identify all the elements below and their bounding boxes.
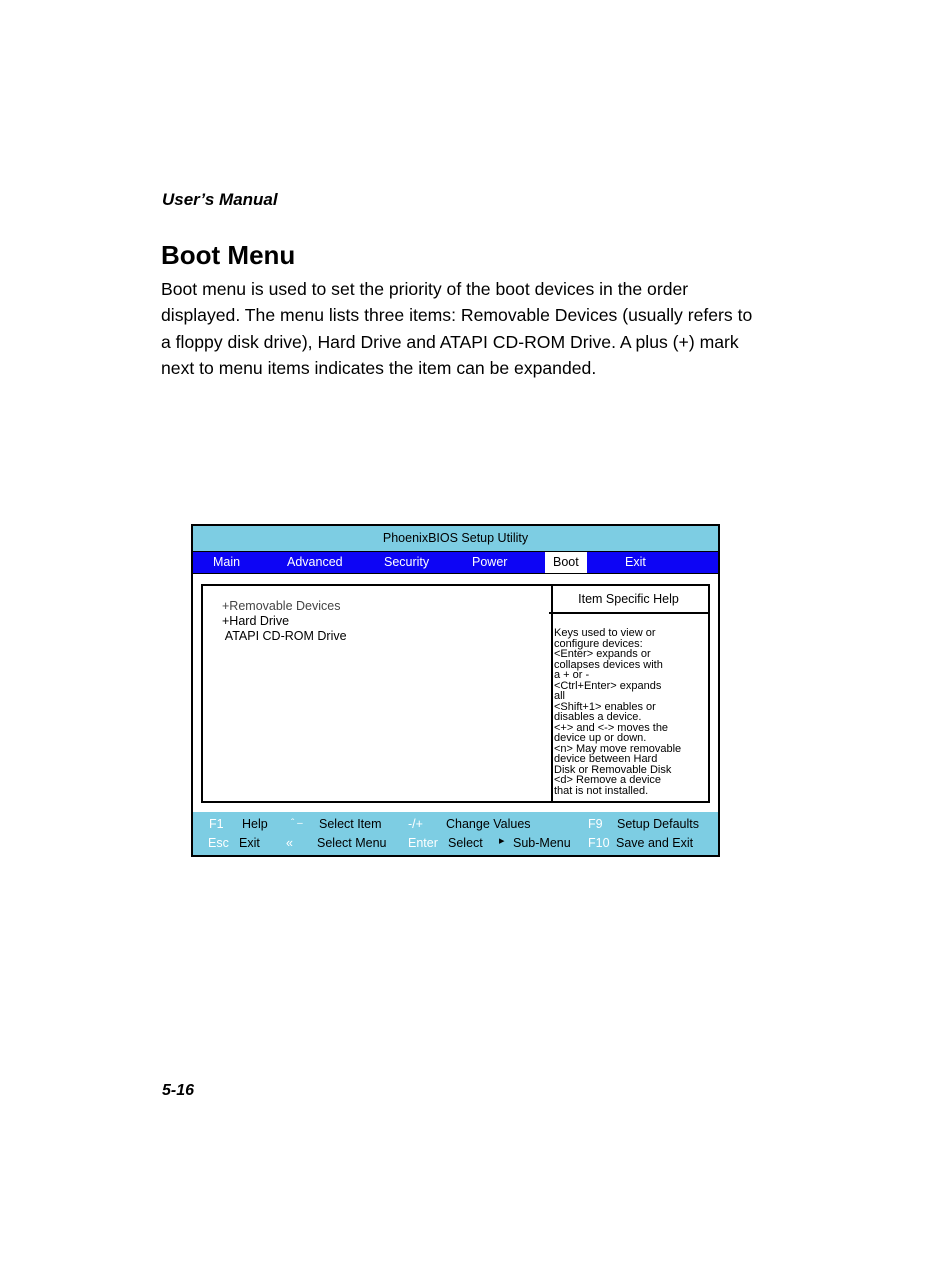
menu-security[interactable]: Security	[384, 555, 430, 569]
key-f1-label: Help	[242, 817, 268, 831]
help-line: <n> May move removable	[554, 742, 682, 755]
key-f1: F1	[209, 817, 224, 831]
help-line: <Enter> expands or	[554, 648, 651, 660]
key-legend-bar	[193, 812, 718, 855]
key-enter: Enter	[408, 836, 438, 850]
menu-advanced[interactable]: Advanced	[287, 555, 343, 569]
key-select-menu-label: Select Menu	[317, 836, 387, 850]
help-title: Item Specific Help	[549, 586, 708, 614]
manual-header: User’s Manual	[162, 190, 278, 209]
help-line: device up or down.	[554, 732, 647, 744]
arrow-up-down-icon: ˆ ‒	[291, 818, 303, 829]
key-f9-label: Setup Defaults	[617, 817, 699, 831]
bios-title-bar: PhoenixBIOS Setup Utility	[193, 526, 718, 551]
key-enter-label: Select	[448, 836, 483, 850]
help-line: <Shift+1> enables or	[554, 700, 656, 713]
boot-item-hard-drive[interactable]: +Hard Drive	[222, 614, 290, 628]
help-line: Keys used to view or	[554, 627, 656, 639]
boot-item-atapi-cdrom[interactable]: ATAPI CD-ROM Drive	[222, 629, 347, 643]
page-title: Boot Menu	[161, 240, 296, 270]
help-line: that is not installed.	[554, 784, 649, 797]
menu-main[interactable]: Main	[213, 555, 241, 569]
help-line: <+> and <-> moves the	[554, 721, 669, 734]
key-esc: Esc	[208, 836, 229, 850]
key-select-item-label: Select Item	[319, 817, 382, 831]
menu-power[interactable]: Power	[472, 555, 508, 569]
bios-menu-bar	[193, 551, 718, 574]
help-line: all	[554, 690, 566, 702]
key-f9: F9	[588, 817, 603, 831]
help-line: Disk or Removable Disk	[554, 763, 672, 776]
body-paragraph: Boot menu is used to set the priority of the boot devices in the order displayed. The menu lists three items: Removable Devices (usually refers to a floppy disk drive), Hard Drive and ATAPI CD-ROM Drive. A plus (+) mark next to menu items indicates the item can be expanded.	[161, 279, 753, 379]
key-f10: F10	[588, 836, 610, 850]
arrow-left-right-icon: «	[286, 836, 293, 850]
key-change-values-label: Change Values	[446, 817, 531, 831]
key-minus-plus: -/+	[408, 817, 423, 831]
help-line: collapses devices with	[554, 658, 663, 671]
key-submenu-label: Sub-Menu	[513, 836, 571, 850]
key-esc-label: Exit	[239, 836, 260, 850]
help-line: device between Hard	[554, 753, 658, 765]
boot-device-list	[201, 584, 553, 803]
help-line: configure devices:	[554, 637, 643, 650]
help-line: a + or -	[554, 669, 590, 681]
help-line: <Ctrl+Enter> expands	[554, 679, 662, 692]
submenu-arrow-icon: ▸	[499, 835, 505, 847]
key-f10-label: Save and Exit	[616, 836, 694, 850]
boot-item-removable-devices[interactable]: +Removable Devices	[222, 599, 341, 613]
help-text	[554, 628, 704, 796]
help-line: disables a device.	[554, 711, 642, 723]
bios-screen	[191, 524, 720, 857]
menu-exit[interactable]: Exit	[625, 555, 646, 569]
menu-boot[interactable]: Boot	[545, 552, 587, 573]
page-number: 5-16	[162, 1082, 195, 1099]
help-panel	[549, 584, 710, 803]
help-line: <d> Remove a device	[554, 774, 662, 786]
